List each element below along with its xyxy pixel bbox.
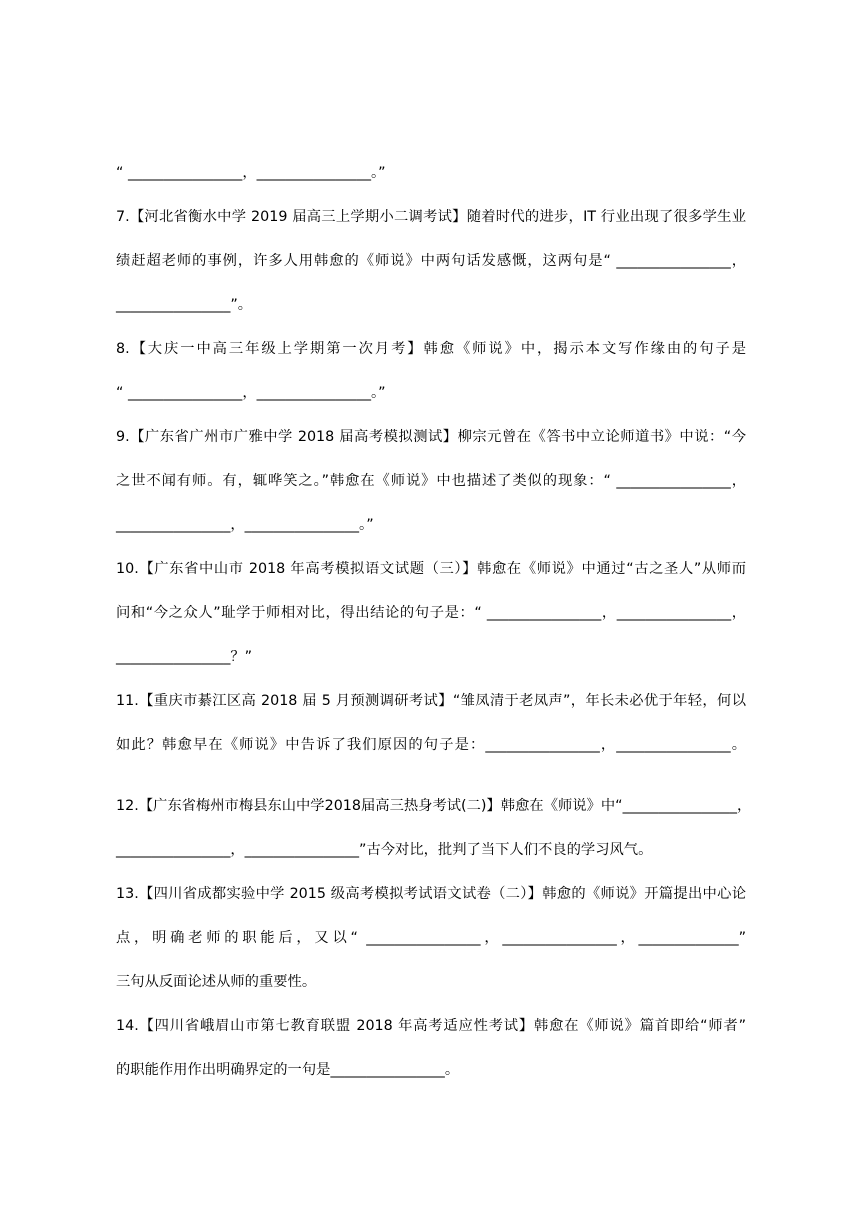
q10-line-2: 问和“今之众人”耻学于师相对比，得出结论的句子是：“ ________________，________________， <box>116 605 746 621</box>
q12-line-1: 12.【广东省梅州市梅县东山中学2018届高三热身考试(二)】韩愈在《师说》中“________________， <box>116 798 752 814</box>
q9-line-2: 之世不闻有师。有，辄哗笑之。”韩愈在《师说》中也描述了类似的现象：“ ________________， <box>116 473 746 489</box>
q14-line-2: 的职能作用作出明确界定的一句是________________。 <box>116 1062 460 1078</box>
q8-line-2: “ ________________，________________。” <box>116 385 386 401</box>
q7-line-1: 7.【河北省衡水中学 2019 届高三上学期小二调考试】随着时代的进步，IT 行业出现了很多学生业 <box>116 209 746 225</box>
q9-line-1: 9.【广东省广州市广雅中学 2018 届高考模拟测试】柳宗元曾在《答书中立论师道书》中说：“今 <box>116 429 746 445</box>
q13-line-3: 三句从反面论述从师的重要性。 <box>116 974 317 990</box>
q10-line-3: ________________？” <box>116 649 253 665</box>
q8-line-1: 8.【大庆一中高三年级上学期第一次月考】韩愈《师说》中，揭示本文写作缘由的句子是 <box>116 341 746 357</box>
q14-line-1: 14.【四川省峨眉山市第七教育联盟 2018 年高考适应性考试】韩愈在《师说》篇首即给“师者” <box>116 1018 746 1034</box>
q6-answer-line: “ ________________，________________。” <box>116 165 386 181</box>
q9-line-3: ________________，________________。” <box>116 517 374 533</box>
q11-line-1: 11.【重庆市綦江区高 2018 届 5 月预测调研考试】“雏凤清于老凤声”，年长未必优于年轻，何以 <box>116 693 746 709</box>
q13-line-1: 13.【四川省成都实验中学 2015 级高考模拟考试语文试卷（二）】韩愈的《师说》开篇提出中心论 <box>116 886 746 902</box>
q7-line-3: ________________”。 <box>116 297 253 313</box>
q12-line-2: ________________，________________”古今对比，批判了当下人们不良的学习风气。 <box>116 842 653 858</box>
q11-line-2: 如此？韩愈早在《师说》中告诉了我们原因的句子是：________________，________________。 <box>116 737 746 753</box>
q13-line-2: 点，明确老师的职能后，又以“ ________________，________________，______________” <box>116 930 746 946</box>
q10-line-1: 10.【广东省中山市 2018 年高考模拟语文试题（三）】韩愈在《师说》中通过“古之圣人”从师而 <box>116 561 746 577</box>
q7-line-2: 绩赶超老师的事例，许多人用韩愈的《师说》中两句话发感慨，这两句是“ ________________， <box>116 253 746 269</box>
